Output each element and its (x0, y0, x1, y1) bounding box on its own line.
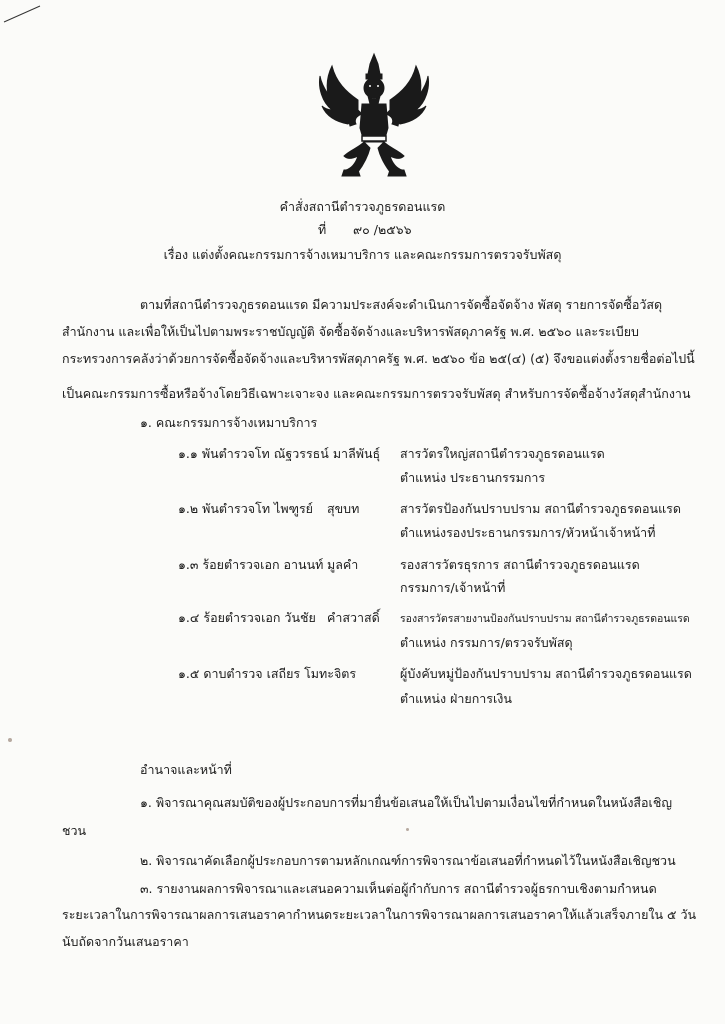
intro-line-3: กระทรวงการคลังว่าด้วยการจัดซื้อจัดจ้างและบริหารพัสดุภาครัฐ พ.ศ. ๒๕๖๐ ข้อ ๒๕(๔) (๕) จึงขอแต่งตั้งรายชื่อต่อไปนี้ (62, 351, 695, 366)
member-row (178, 664, 356, 684)
intro-line-1: ตามที่สถานีตำรวจภูธรดอนแรด มีความประสงค์จะดำเนินการจัดซื้อจัดจ้าง พัสดุ รายการจัดซื้อวัสดุ (140, 297, 663, 312)
member-position: รองสารวัตรธุรการ สถานีตำรวจภูธรดอนแรด (400, 557, 640, 572)
member-role: ตำแหน่ง ประธานกรรมการ (400, 470, 546, 485)
member-name: ดาบตำรวจ เสถียร โมทะจิตร (203, 666, 357, 681)
scan-speck (406, 828, 409, 831)
order-number: ๙๐ /๒๕๖๖ (353, 222, 412, 237)
member-position: สารวัตรใหญ่สถานีตำรวจภูธรดอนแรด (400, 446, 605, 461)
duty-item-3-line-2: ระยะเวลาในการพิจารณาผลการเสนอราคากำหนดระยะเวลาในการพิจารณาผลการเสนอราคาให้แล้วเสร็จภายใน ๕ วัน (62, 907, 697, 922)
member-surname: สุขบท (327, 501, 360, 516)
intro-line-4: เป็นคณะกรรมการซื้อหรือจ้างโดยวิธีเฉพาะเจาะจง และคณะกรรมการตรวจรับพัสดุ สำหรับการจัดซื้อจ้างวัสดุสำนักงาน (62, 386, 691, 401)
member-name: พันตำรวจโท ณัฐวรรธน์ มาลีพันธุ์ (201, 446, 381, 461)
member-name: ร้อยตำรวจเอก วันชัย (203, 610, 316, 625)
duty-item-3-line-3: นับถัดจากวันเสนอราคา (62, 934, 189, 949)
duty-item-3: ๓. รายงานผลการพิจารณาและเสนอความเห็นต่อผู้กำกับการ สถานีตำรวจผู้ธรกาบเชิงตามกำหนด (140, 881, 657, 896)
member-role: ตำแหน่ง กรรมการ/ตรวจรับพัสดุ (400, 635, 573, 650)
scan-speck (8, 738, 12, 742)
member-role: ตำแหน่ง ฝ่ายการเงิน (400, 691, 512, 706)
duties-heading: อำนาจและหน้าที่ (140, 762, 232, 777)
member-number: ๑.๓ (178, 557, 199, 572)
order-subject: เรื่อง แต่งตั้งคณะกรรมการจ้างเหมาบริการ และคณะกรรมการตรวจรับพัสดุ (163, 247, 562, 262)
member-number: ๑.๒ (178, 501, 199, 516)
section1-heading: ๑. คณะกรรมการจ้างเหมาบริการ (140, 415, 318, 430)
member-role: ตำแหน่งรองประธานกรรมการ/หัวหน้าเจ้าหน้าที่ (400, 525, 656, 540)
intro-line-2: สำนักงาน และเพื่อให้เป็นไปตามพระราชบัญญัติ จัดซื้อจัดจ้างและบริหารพัสดุภาครัฐ พ.ศ. ๒๕๖๐ และระเบียบ (62, 324, 639, 339)
member-row (178, 555, 323, 575)
garuda-emblem-icon (318, 52, 430, 177)
member-position: ผู้บังคับหมู่ป้องกันปราบปราม สถานีตำรวจภูธรดอนแรด (400, 666, 692, 681)
member-number: ๑.๕ (178, 666, 200, 681)
member-surname: คำสวาสดิ์ (327, 610, 380, 625)
member-number: ๑.๑ (178, 446, 198, 461)
duty-item-2: ๒. พิจารณาคัดเลือกผู้ประกอบการตามหลักเกณฑ์การพิจารณาข้อเสนอที่กำหนดไว้ในหนังสือเชิญชวน (140, 853, 676, 868)
member-role: กรรมการ/เจ้าหน้าที่ (400, 580, 506, 595)
order-number-label: ที่ (318, 222, 327, 237)
order-title: คำสั่งสถานีตำรวจภูธรดอนแรด (279, 199, 446, 214)
member-surname: มูลคำ (327, 557, 359, 572)
scan-mark (0, 0, 60, 30)
member-position: สารวัตรป้องกันปราบปราม สถานีตำรวจภูธรดอนแรด (400, 501, 681, 516)
member-row (178, 444, 380, 464)
member-row (178, 608, 316, 628)
member-name: ร้อยตำรวจเอก อานนท์ (202, 557, 324, 572)
duty-item-1-continued: ชวน (62, 823, 87, 838)
member-number: ๑.๔ (178, 610, 200, 625)
member-row (178, 499, 313, 519)
member-name: พันตำรวจโท ไพฑูรย์ (202, 501, 313, 516)
duty-item-1: ๑. พิจารณาคุณสมบัติของผู้ประกอบการที่มายื่นข้อเสนอให้เป็นไปตามเงื่อนไขที่กำหนดในหนังสือเชิญ (140, 795, 672, 810)
member-position: รองสารวัตรสายงานป้องกันปราบปราม สถานีตำรวจภูธรดอนแรด (400, 613, 690, 625)
